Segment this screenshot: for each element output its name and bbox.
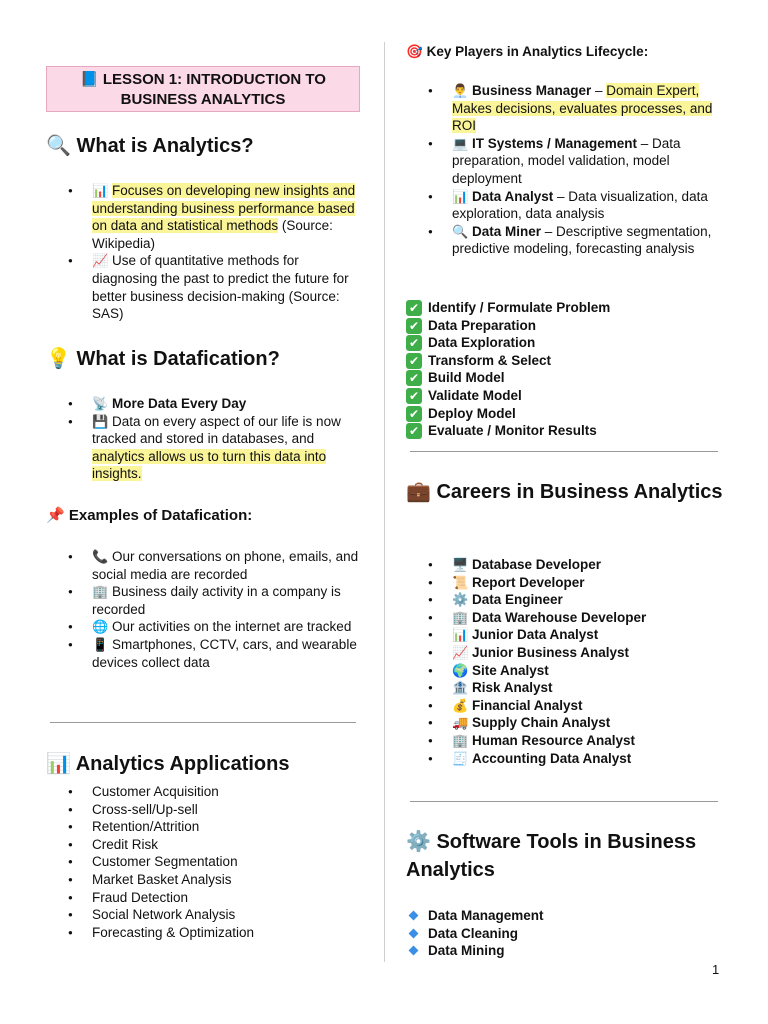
career-item xyxy=(406,679,722,697)
page-number: 1 xyxy=(712,962,720,977)
career-item xyxy=(406,732,722,750)
lifecycle-step xyxy=(406,334,722,352)
software-tool-label: Data Management xyxy=(428,908,544,923)
pushpin-icon: 📌 xyxy=(46,507,65,524)
title-line-1: LESSON 1: INTRODUCTION TO xyxy=(102,71,326,88)
office-building-icon: 🏢 xyxy=(92,584,109,600)
career-item xyxy=(406,662,722,680)
career-label: Accounting Data Analyst xyxy=(471,750,632,766)
desktop-computer-icon: 🖥️ xyxy=(452,557,469,572)
career-item xyxy=(406,644,722,662)
application-item: ● Market Basket Analysis xyxy=(46,871,362,889)
lifecycle-step-label: Transform & Select xyxy=(428,352,552,368)
receipt-icon: 🧾 xyxy=(452,750,469,766)
gear-icon: ⚙️ xyxy=(406,831,431,853)
column-divider xyxy=(384,42,385,962)
diamond-bullet-icon xyxy=(409,928,419,938)
lifecycle-step xyxy=(406,387,722,405)
career-label: Supply Chain Analyst xyxy=(471,715,611,731)
application-item: ● Retention/Attrition xyxy=(46,818,362,836)
trending-up-icon: 📈 xyxy=(452,644,469,660)
lifecycle-step-label: Build Model xyxy=(428,370,505,386)
globe-icon: 🌍 xyxy=(452,662,469,678)
phone-icon: 📞 xyxy=(92,549,109,564)
career-label: Report Developer xyxy=(471,574,585,590)
list-item: ● 📊 Focuses on developing new insights and understanding business performance based on data and statistical methods (Source: Wikipedia) xyxy=(46,182,362,252)
magnifier-icon: 🔍 xyxy=(452,223,469,239)
career-item xyxy=(406,697,722,715)
datafication-heading: 💡 What is Datafication? xyxy=(46,348,280,370)
application-item: ● Cross-sell/Up-sell xyxy=(46,801,362,819)
section-divider xyxy=(410,451,718,452)
application-item: ● Social Network Analysis xyxy=(46,906,362,924)
office-building-icon: 🏢 xyxy=(452,732,469,748)
briefcase-icon: 💼 xyxy=(406,481,431,503)
check-mark-icon: ✔ xyxy=(406,318,422,334)
examples-heading: 📌 Examples of Datafication: xyxy=(46,507,253,524)
datafication-list xyxy=(46,395,362,483)
lifecycle-step xyxy=(406,405,722,423)
book-icon: 📘 xyxy=(80,71,99,88)
application-item: ● Forecasting & Optimization xyxy=(46,924,362,942)
career-label: Database Developer xyxy=(471,557,602,572)
key-players-heading: 🎯 Key Players in Analytics Lifecycle: xyxy=(406,44,649,59)
diamond-bullet-icon xyxy=(409,946,419,956)
software-heading: ⚙️ Software Tools in Business Analytics xyxy=(406,831,697,881)
globe-icon: 🌐 xyxy=(92,619,109,635)
lifecycle-step-label: Deploy Model xyxy=(428,405,516,421)
career-item xyxy=(406,609,722,627)
lifecycle-step-label: Data Exploration xyxy=(428,335,536,351)
list-item: ● 🌐 Our activities on the internet are tracked xyxy=(46,618,362,636)
career-item xyxy=(406,714,722,732)
bar-chart-icon: 📊 xyxy=(46,753,71,775)
bank-icon: 🏦 xyxy=(452,680,469,696)
software-tool-label: Data Mining xyxy=(428,943,505,959)
lifecycle-step xyxy=(406,299,722,317)
software-tool-item xyxy=(406,907,722,925)
list-item: ● 🏢 Business daily activity in a company is recorded xyxy=(46,583,362,618)
list-item: ● 📊 Data Analyst – Data visualization, data exploration, data analysis xyxy=(406,188,722,223)
list-item: ● 📱 Smartphones, CCTV, cars, and wearable devices collect data xyxy=(46,636,362,671)
list-item: ● 📡 More Data Every Day xyxy=(46,395,362,413)
bar-chart-icon: 📊 xyxy=(452,627,469,643)
career-label: Data Engineer xyxy=(471,592,563,608)
smartphone-icon: 📱 xyxy=(92,636,109,652)
career-item xyxy=(406,591,722,609)
career-label: Financial Analyst xyxy=(471,697,583,713)
list-item: ● 📈 Use of quantitative methods for diagnosing the past to predict the future for better business decision-making (Source: SAS) xyxy=(46,252,362,322)
lifecycle-step xyxy=(406,317,722,335)
check-mark-icon: ✔ xyxy=(406,406,422,422)
scroll-icon: 📜 xyxy=(452,574,469,590)
applications-list xyxy=(46,783,362,941)
satellite-icon: 📡 xyxy=(92,396,109,411)
floppy-disk-icon: 💾 xyxy=(92,413,109,429)
check-mark-icon: ✔ xyxy=(406,370,422,386)
section-divider xyxy=(50,722,356,723)
analytics-definitions-list xyxy=(46,182,362,323)
software-tools-list xyxy=(406,907,722,960)
business-person-icon: 👨‍💼 xyxy=(452,83,469,98)
examples-list xyxy=(46,548,362,671)
lifecycle-step-label: Data Preparation xyxy=(428,317,537,333)
money-bag-icon: 💰 xyxy=(452,697,469,713)
lifecycle-step xyxy=(406,352,722,370)
career-label: Data Warehouse Developer xyxy=(471,609,647,625)
lifecycle-step-label: Validate Model xyxy=(428,387,522,403)
application-item: ● Credit Risk xyxy=(46,836,362,854)
software-tool-item xyxy=(406,925,722,943)
career-item xyxy=(406,574,722,592)
careers-heading: 💼 Careers in Business Analytics xyxy=(406,481,723,503)
career-item xyxy=(406,750,722,768)
lifecycle-step-label: Identify / Formulate Problem xyxy=(428,300,611,315)
list-item: ● 👨‍💼 Business Manager – Domain Expert, Makes decisions, evaluates processes, and ROI xyxy=(406,82,722,135)
career-label: Human Resource Analyst xyxy=(471,732,636,748)
section-divider xyxy=(410,801,718,802)
what-is-analytics-heading: 🔍 What is Analytics? xyxy=(46,135,254,157)
lifecycle-step-label: Evaluate / Monitor Results xyxy=(428,423,597,439)
gear-icon: ⚙️ xyxy=(452,592,469,608)
target-icon: 🎯 xyxy=(406,44,423,59)
career-item xyxy=(406,626,722,644)
laptop-icon: 💻 xyxy=(452,135,469,151)
diamond-bullet-icon xyxy=(409,911,419,921)
careers-list xyxy=(406,556,722,767)
list-item: ● 📞 Our conversations on phone, emails, and social media are recorded xyxy=(46,548,362,583)
office-building-icon: 🏢 xyxy=(452,609,469,625)
software-tool-label: Data Cleaning xyxy=(428,925,519,941)
application-item: ● Fraud Detection xyxy=(46,889,362,907)
check-mark-icon: ✔ xyxy=(406,300,422,316)
career-item xyxy=(406,556,722,574)
lightbulb-icon: 💡 xyxy=(46,348,71,370)
delivery-truck-icon: 🚚 xyxy=(452,715,469,731)
magnifier-icon: 🔍 xyxy=(46,135,71,157)
key-players-list xyxy=(406,82,722,258)
application-item: ● Customer Segmentation xyxy=(46,853,362,871)
application-item: ● Customer Acquisition xyxy=(46,783,362,801)
trending-up-icon: 📈 xyxy=(92,253,109,269)
title-line-2: BUSINESS ANALYTICS xyxy=(120,91,286,108)
software-tool-item xyxy=(406,942,722,960)
check-mark-icon: ✔ xyxy=(406,335,422,351)
list-item: ● 🔍 Data Miner – Descriptive segmentation, predictive modeling, forecasting analysis xyxy=(406,223,722,258)
career-label: Site Analyst xyxy=(471,662,549,678)
career-label: Junior Business Analyst xyxy=(471,644,629,660)
list-item: ● 💾 Data on every aspect of our life is now tracked and stored in databases, and analytics allows us to turn this data into insights. xyxy=(46,413,362,483)
check-mark-icon: ✔ xyxy=(406,388,422,404)
list-item: ● 💻 IT Systems / Management – Data preparation, model validation, model deployment xyxy=(406,135,722,188)
lifecycle-step xyxy=(406,422,722,440)
lifecycle-steps-list xyxy=(406,299,722,440)
career-label: Risk Analyst xyxy=(471,680,553,696)
check-mark-icon: ✔ xyxy=(406,423,422,439)
lifecycle-step xyxy=(406,369,722,387)
bar-chart-icon: 📊 xyxy=(452,188,469,204)
lesson-title-box xyxy=(46,66,360,112)
check-mark-icon: ✔ xyxy=(406,353,422,369)
applications-heading: 📊 Analytics Applications xyxy=(46,753,290,775)
career-label: Junior Data Analyst xyxy=(471,627,599,643)
bar-chart-icon: 📊 xyxy=(92,183,109,198)
